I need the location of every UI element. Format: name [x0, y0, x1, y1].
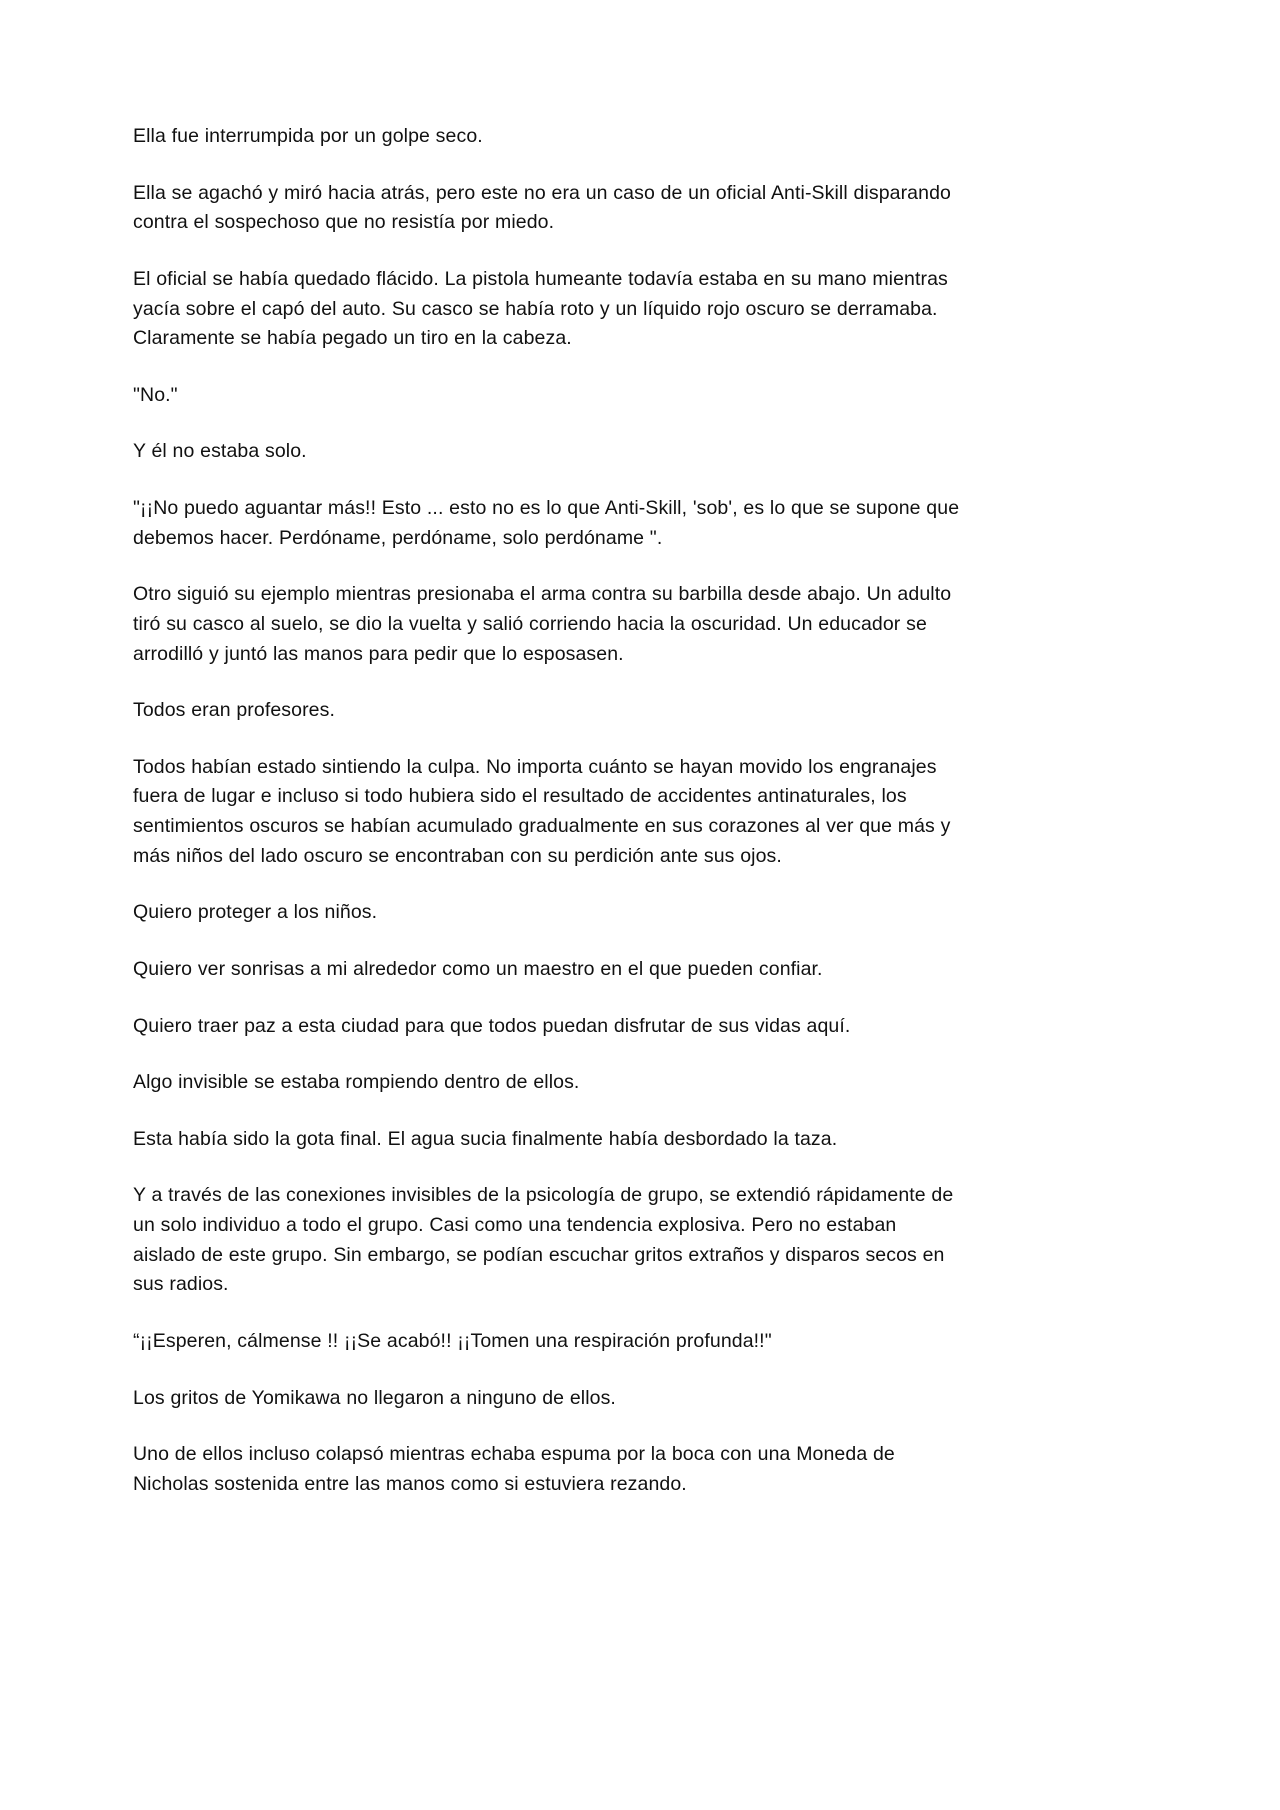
- paragraph: Quiero proteger a los niños.: [133, 901, 378, 924]
- document-body: [133, 122, 963, 1499]
- paragraph: Quiero traer paz a esta ciudad para que todos puedan disfrutar de sus vidas aquí.: [133, 1014, 851, 1037]
- paragraph: "No.": [133, 383, 178, 406]
- paragraph: "¡¡No puedo aguantar más!! Esto ... esto no es lo que Anti-Skill, 'sob', es lo que se supone que debemos hacer. Perdóname, perdóname, solo perdóname ".: [133, 497, 960, 549]
- paragraph: Ella fue interrumpida por un golpe seco.: [133, 125, 483, 147]
- paragraph: Todos habían estado sintiendo la culpa. No importa cuánto se hayan movido los engranajes fuera de lugar e incluso si todo hubiera sido el resultado de accidentes antinaturales, los sentimientos oscuros se habían acumulado gradualmente en sus corazones al ver que más y más niños del lado oscuro se encontraban con su perdición ante sus ojos.: [133, 755, 951, 867]
- paragraph: Los gritos de Yomikawa no llegaron a ninguno de ellos.: [133, 1386, 616, 1409]
- paragraph: Y él no estaba solo.: [133, 440, 307, 463]
- paragraph: Todos eran profesores.: [133, 699, 335, 722]
- paragraph: Algo invisible se estaba rompiendo dentro de ellos.: [133, 1071, 580, 1094]
- paragraph: El oficial se había quedado flácido. La pistola humeante todavía estaba en su mano mientras yacía sobre el capó del auto. Su casco se había roto y un líquido rojo oscuro se derramaba. Claramente se había pegado un tiro en la cabeza.: [133, 267, 948, 350]
- paragraph: Y a través de las conexiones invisibles de la psicología de grupo, se extendió rápidamente de un solo individuo a todo el grupo. Casi como una tendencia explosiva. Pero no estaban aislado de este grupo. Sin embargo, se podían escuchar gritos extraños y disparos secos en sus radios.: [133, 1184, 954, 1296]
- paragraph: Esta había sido la gota final. El agua sucia finalmente había desbordado la taza.: [133, 1127, 838, 1150]
- paragraph: “¡¡Esperen, cálmense !! ¡¡Se acabó!! ¡¡Tomen una respiración profunda!!": [133, 1329, 772, 1352]
- paragraph: Ella se agachó y miró hacia atrás, pero este no era un caso de un oficial Anti-Skill disparando contra el sospechoso que no resistía por miedo.: [133, 181, 951, 234]
- paragraph: Uno de ellos incluso colapsó mientras echaba espuma por la boca con una Moneda de Nicholas sostenida entre las manos como si estuviera rezando.: [133, 1443, 895, 1495]
- paragraph: Quiero ver sonrisas a mi alrededor como un maestro en el que pueden confiar.: [133, 957, 823, 980]
- paragraph: Otro siguió su ejemplo mientras presionaba el arma contra su barbilla desde abajo. Un adulto tiró su casco al suelo, se dio la vuelta y salió corriendo hacia la oscuridad. Un educador se arrodilló y juntó las manos para pedir que lo esposasen.: [133, 583, 952, 665]
